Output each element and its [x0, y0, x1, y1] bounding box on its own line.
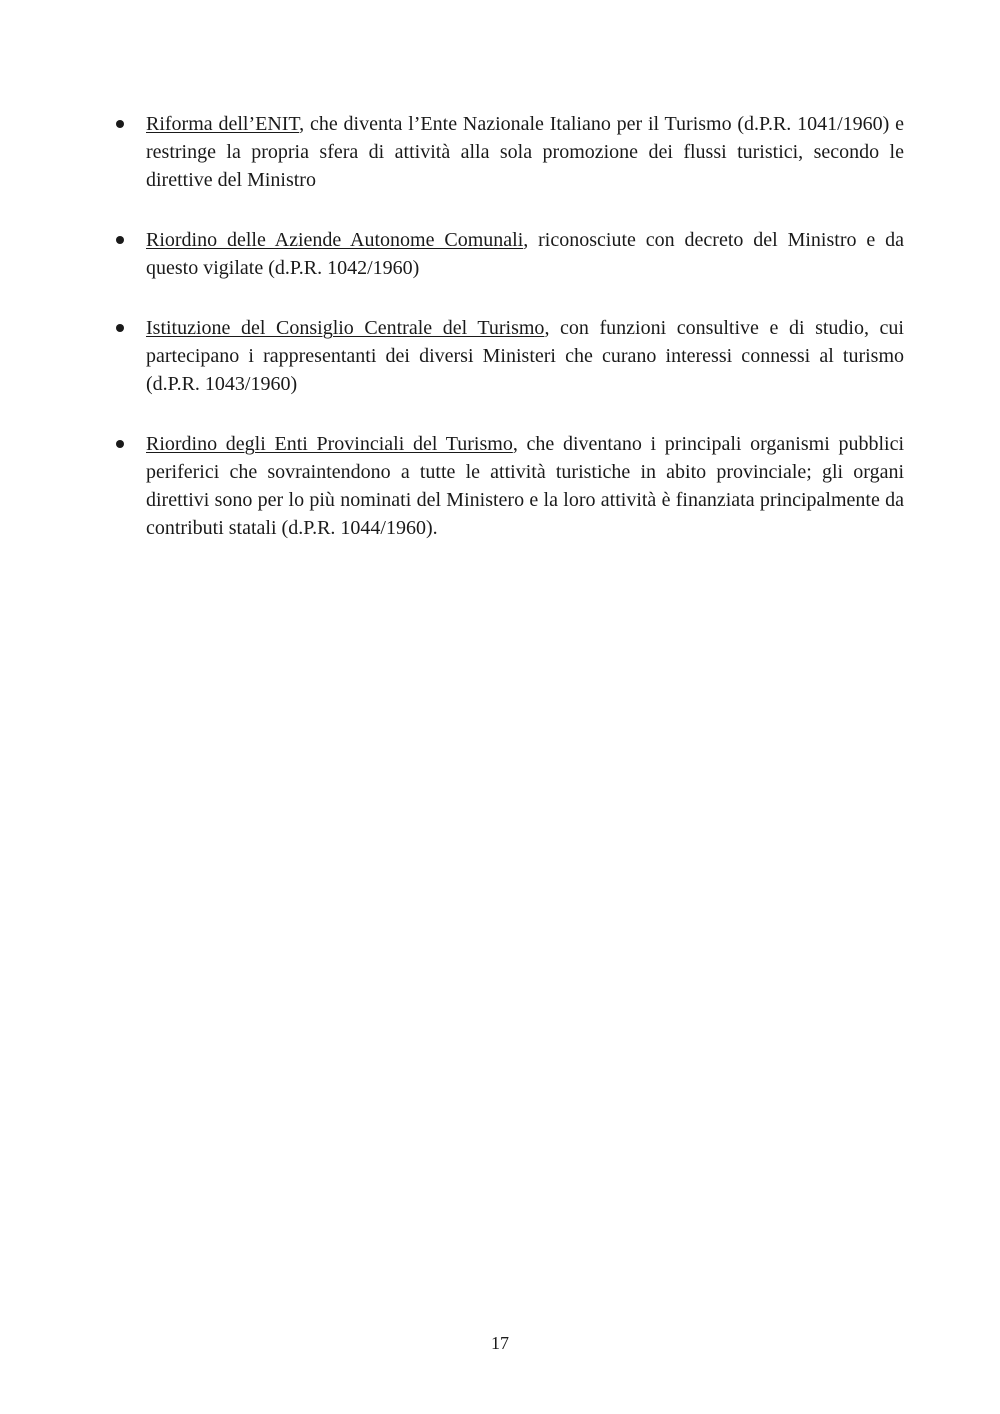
list-item [112, 314, 904, 398]
bullet-list [112, 110, 904, 574]
bullet-text: , che diventano i principali organismi pubblici periferici che sovraintendono a tutte le attività turistiche in abito provinciale; gli organi direttivi sono per lo più nominati del Ministero e la loro attività è finanziata principalmente da contributi statali (d.P.R. 1044/1960). [146, 433, 904, 539]
bullet-icon [116, 324, 124, 332]
list-item [112, 110, 904, 194]
bullet-heading: Riforma dell’ENIT [146, 113, 300, 135]
bullet-heading: Riordino degli Enti Provinciali del Turismo [146, 433, 513, 455]
bullet-heading: Riordino delle Aziende Autonome Comunali [146, 229, 524, 251]
list-item [112, 430, 904, 542]
bullet-icon [116, 440, 124, 448]
bullet-icon [116, 120, 124, 128]
bullet-icon [116, 236, 124, 244]
list-item [112, 226, 904, 282]
bullet-text: , che diventa l’Ente Nazionale Italiano per il Turismo (d.P.R. 1041/1960) e restringe la propria sfera di attività alla sola promozione dei flussi turistici, secondo le direttive del Ministro [146, 113, 905, 191]
bullet-text: , riconosciute con decreto del Ministro e da questo vigilate (d.P.R. 1042/1960) [146, 229, 904, 279]
bullet-text: , con funzioni consultive e di studio, cui partecipano i rappresentanti dei diversi Ministeri che curano interessi connessi al turismo (d.P.R. 1043/1960) [146, 317, 904, 395]
page-number: 17 [491, 1333, 509, 1353]
bullet-heading: Istituzione del Consiglio Centrale del Turismo [146, 317, 545, 339]
